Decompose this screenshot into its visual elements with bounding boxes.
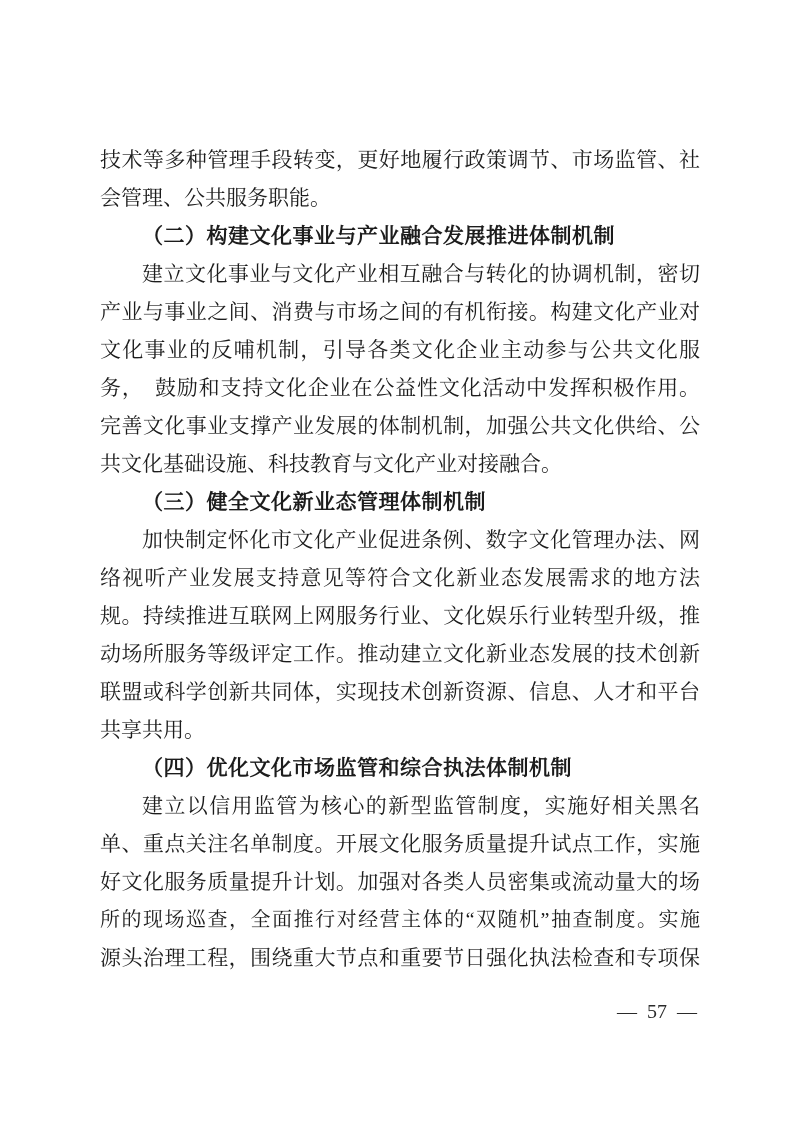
body-text-line: 规。持续推进互联网上网服务行业、文化娱乐行业转型升级，推 bbox=[100, 604, 700, 628]
section-heading: （四）优化文化市场监管和综合执法体制机制 bbox=[142, 756, 572, 780]
body-text-line: 产业与事业之间、消费与市场之间的有机衔接。构建文化产业对 bbox=[100, 300, 700, 324]
body-text-line: 动场所服务等级评定工作。推动建立文化新业态发展的技术创新 bbox=[100, 642, 700, 666]
body-text-line: 共享共用。 bbox=[100, 718, 205, 742]
body-text-line: 务， 鼓励和支持文化企业在公益性文化活动中发挥积极作用。 bbox=[100, 376, 700, 400]
body-text-line: 源头治理工程，围绕重大节点和重要节日强化执法检查和专项保 bbox=[100, 946, 700, 970]
body-text-line: 建立文化事业与文化产业相互融合与转化的协调机制，密切 bbox=[142, 262, 700, 286]
body-text-line: 会管理、公共服务职能。 bbox=[100, 186, 331, 210]
body-text-line: 文化事业的反哺机制，引导各类文化企业主动参与公共文化服 bbox=[100, 338, 700, 362]
body-text-line: 好文化服务质量提升计划。加强对各类人员密集或流动量大的场 bbox=[100, 870, 700, 894]
body-text-line: 建立以信用监管为核心的新型监管制度，实施好相关黑名 bbox=[142, 794, 700, 818]
body-text-line: 共文化基础设施、科技教育与文化产业对接融合。 bbox=[100, 452, 562, 476]
page-number: 57 bbox=[647, 1001, 667, 1023]
body-text-line: 所的现场巡查，全面推行对经营主体的“双随机”抽查制度。实施 bbox=[100, 909, 700, 931]
body-text-line: 完善文化事业支撑产业发展的体制机制，加强公共文化供给、公 bbox=[100, 414, 700, 438]
body-text-line: 加快制定怀化市文化产业促进条例、数字文化管理办法、网 bbox=[142, 528, 700, 552]
page-number-right-dash: — bbox=[677, 1001, 697, 1023]
page-footer bbox=[0, 1000, 697, 1024]
document-body bbox=[100, 141, 700, 977]
body-text-line: 技术等多种管理手段转变，更好地履行政策调节、市场监管、社 bbox=[100, 148, 700, 172]
page-number-left-dash: — bbox=[617, 1001, 637, 1023]
body-text-line: 络视听产业发展支持意见等符合文化新业态发展需求的地方法 bbox=[100, 566, 700, 590]
body-text-line: 单、重点关注名单制度。开展文化服务质量提升试点工作，实施 bbox=[100, 832, 700, 856]
body-text-line: 联盟或科学创新共同体，实现技术创新资源、信息、人才和平台 bbox=[100, 680, 700, 704]
section-heading: （二）构建文化事业与产业融合发展推进体制机制 bbox=[142, 224, 615, 248]
section-heading: （三）健全文化新业态管理体制机制 bbox=[142, 490, 486, 514]
